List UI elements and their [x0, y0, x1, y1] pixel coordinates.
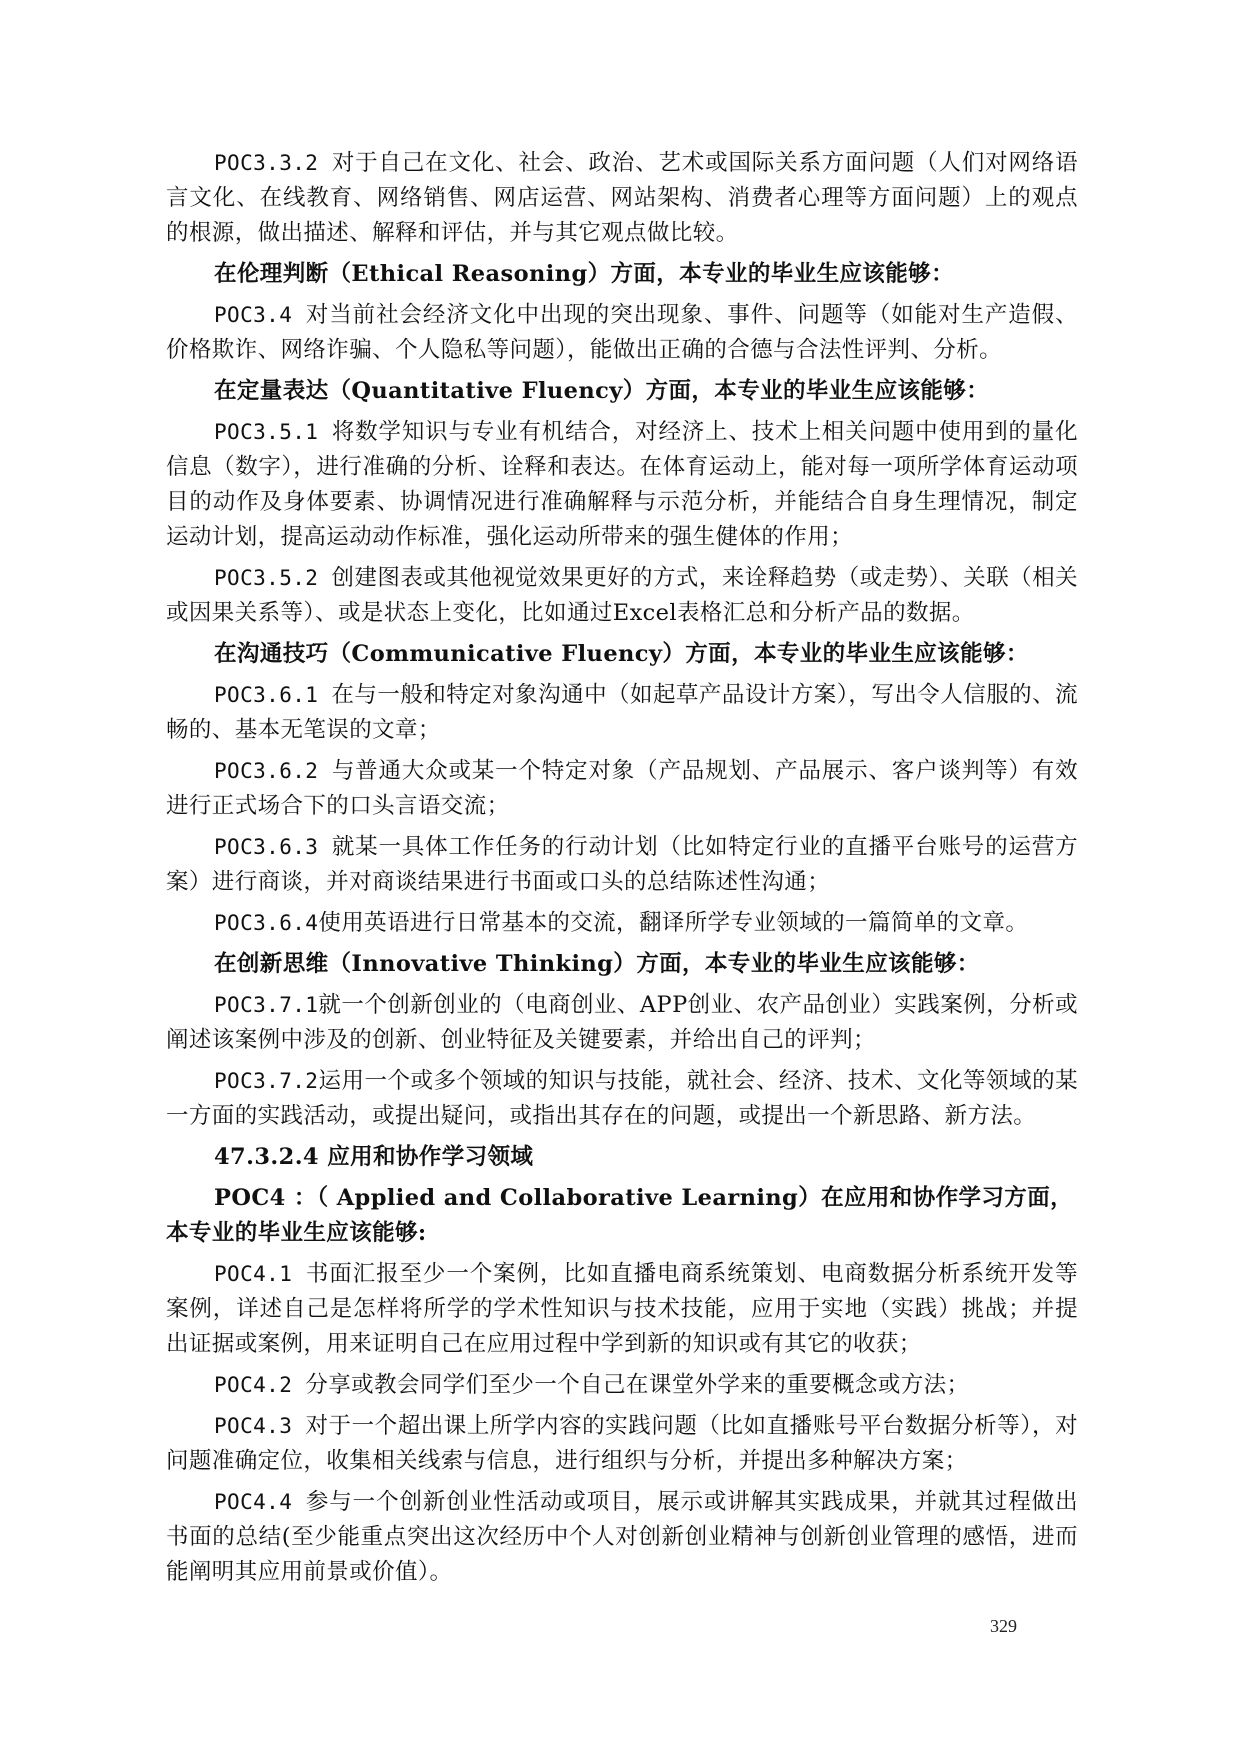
paragraph-poc4-4 — [166, 1485, 1078, 1590]
paragraph-poc3-6-2 — [166, 754, 1078, 824]
page-number: 329 — [990, 1616, 1017, 1636]
paragraph-poc3-7-2 — [166, 1064, 1078, 1134]
item-text: 将数学知识与专业有机结合，对经济上、技术上相关问题中使用到的量化信息（数字），进行准确的分析、诠释和表达。在体育运动上，能对每一项所学体育运动项目的动作及身体要素、协调情况进行准确解释与示范分析，并能结合自身生理情况，制定运动计划，提高运动动作标准，强化运动所带来的强生健体的作用； — [166, 419, 1078, 550]
item-code: POC4.3 — [214, 1414, 306, 1438]
paragraph-poc4-2 — [166, 1368, 1078, 1403]
item-code: POC3.5.2 — [214, 566, 332, 590]
item-code: POC3.7.1 — [214, 993, 319, 1017]
item-text: 分享或教会同学们至少一个自己在课堂外学来的重要概念或方法； — [305, 1372, 970, 1398]
item-text: 书面汇报至少一个案例，比如直播电商系统策划、电商数据分析系统开发等案例，详述自己是怎样将所学的学术性知识与技术技能，应用于实地（实践）挑战；并提出证据或案例，用来证明自己在应用过程中学到新的知识或有其它的收获； — [166, 1261, 1078, 1357]
paragraph-poc3-6-4 — [166, 906, 1078, 941]
paragraph-poc3-5-1 — [166, 415, 1078, 555]
paragraph-poc3-7-1 — [166, 988, 1078, 1058]
item-text: 对于自己在文化、社会、政治、艺术或国际关系方面问题（人们对网络语言文化、在线教育、网络销售、网店运营、网站架构、消费者心理等方面问题）上的观点的根源，做出描述、解释和评估，并与其它观点做比较。 — [166, 150, 1078, 246]
paragraph-poc3-6-3 — [166, 830, 1078, 900]
item-code: POC3.6.4 — [214, 911, 319, 935]
item-text: 对当前社会经济文化中出现的突出现象、事件、问题等（如能对生产造假、价格欺诈、网络诈骗、个人隐私等问题），能做出正确的合德与合法性评判、分析。 — [166, 302, 1078, 363]
item-text: 在与一般和特定对象沟通中（如起草产品设计方案），写出令人信服的、流畅的、基本无笔误的文章； — [166, 682, 1078, 743]
item-text: 创建图表或其他视觉效果更好的方式，来诠释趋势（或走势）、关联（相关或因果关系等）、或是状态上变化，比如通过Excel表格汇总和分析产品的数据。 — [166, 565, 1078, 626]
paragraph-poc3-4 — [166, 298, 1078, 368]
item-text: 运用一个或多个领域的知识与技能，就社会、经济、技术、文化等领域的某一方面的实践活动，或提出疑问，或指出其存在的问题，或提出一个新思路、新方法。 — [166, 1068, 1078, 1129]
paragraph-poc4-1 — [166, 1257, 1078, 1362]
section-heading-innovative-thinking: 在创新思维（Innovative Thinking）方面，本专业的毕业生应该能够： — [214, 951, 980, 977]
paragraph-poc3-3-2 — [166, 146, 1078, 251]
paragraph-poc3-5-2 — [166, 561, 1078, 631]
section-heading-ethical-reasoning: 在伦理判断（Ethical Reasoning）方面，本专业的毕业生应该能够： — [214, 261, 954, 287]
item-code: POC3.7.2 — [214, 1069, 319, 1093]
page-body — [166, 146, 1078, 1596]
item-code: POC3.6.1 — [214, 683, 332, 707]
item-text: 参与一个创新创业性活动或项目，展示或讲解其实践成果，并就其过程做出书面的总结(至少能重点突出这次经历中个人对创新创业精神与创新创业管理的感悟，进而能阐明其应用前景或价值）。 — [166, 1489, 1078, 1585]
item-code: POC4.1 — [214, 1262, 306, 1286]
item-code: POC3.4 — [214, 303, 306, 327]
item-code: POC3.5.1 — [214, 420, 332, 444]
item-text: 就一个创新创业的（电商创业、APP创业、农产品创业）实践案例，分析或阐述该案例中涉及的创新、创业特征及关键要素，并给出自己的评判； — [166, 992, 1078, 1053]
section-heading-poc4: POC4 ：（ Applied and Collaborative Learning）在应用和协作学习方面，本专业的毕业生应该能够: — [166, 1185, 1073, 1246]
section-heading-quantitative-fluency: 在定量表达（Quantitative Fluency）方面，本专业的毕业生应该能够： — [214, 378, 990, 404]
item-code: POC4.4 — [214, 1490, 306, 1514]
item-text: 使用英语进行日常基本的交流，翻译所学专业领域的一篇简单的文章。 — [318, 910, 1029, 936]
item-text: 就某一具体工作任务的行动计划（比如特定行业的直播平台账号的运营方案）进行商谈，并对商谈结果进行书面或口头的总结陈述性沟通； — [166, 834, 1078, 895]
item-text: 与普通大众或某一个特定对象（产品规划、产品展示、客户谈判等）有效进行正式场合下的口头言语交流； — [166, 758, 1078, 819]
item-code: POC4.2 — [214, 1373, 306, 1397]
item-text: 对于一个超出课上所学内容的实践问题（比如直播账号平台数据分析等），对问题准确定位，收集相关线索与信息，进行组织与分析，并提出多种解决方案； — [166, 1413, 1078, 1474]
item-code: POC3.3.2 — [214, 151, 332, 175]
section-heading-communicative-fluency: 在沟通技巧（Communicative Fluency）方面，本专业的毕业生应该能够： — [214, 641, 1029, 667]
item-code: POC3.6.3 — [214, 835, 332, 859]
item-code: POC3.6.2 — [214, 759, 332, 783]
paragraph-poc4-3 — [166, 1409, 1078, 1479]
section-heading-47-3-2-4: 47.3.2.4 应用和协作学习领域 — [214, 1144, 534, 1170]
paragraph-poc3-6-1 — [166, 678, 1078, 748]
